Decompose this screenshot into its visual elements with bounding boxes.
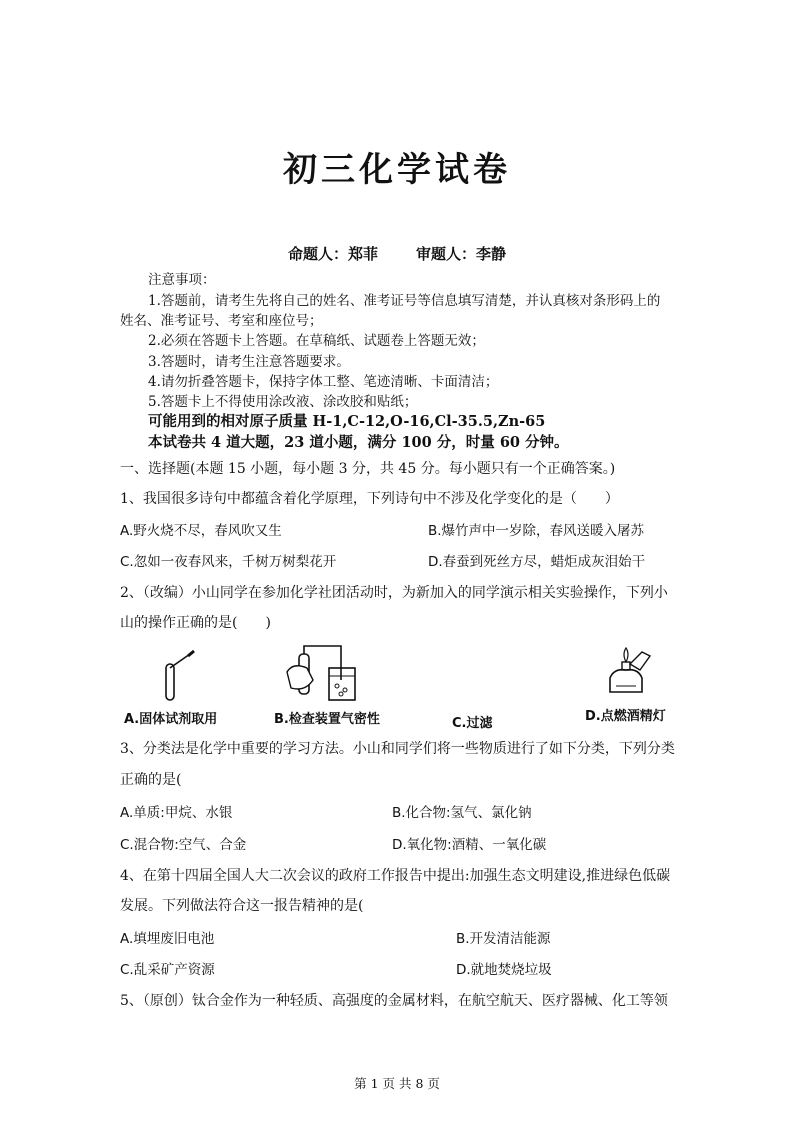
question-4-option-d: D.就地焚烧垃圾 <box>456 962 552 978</box>
question-2-option-c: C.过滤 <box>452 716 493 731</box>
question-1-option-c: C.忽如一夜春风来，千树万树梨花开 <box>120 554 337 570</box>
notice-item-5: 5.答题卡上不得使用涂改液、涂改胶和贴纸； <box>148 394 418 410</box>
notice-heading: 注意事项： <box>148 272 216 288</box>
question-1-option-a: A.野火烧不尽，春风吹又生 <box>120 523 282 539</box>
notice-item-4: 4.请勿折叠答题卡，保持字体工整、笔迹清晰、卡面清洁； <box>148 374 499 390</box>
question-1-option-d: D.春蚕到死丝方尽，蜡炬成灰泪始干 <box>428 554 646 570</box>
question-3-stem-line-2: 正确的是( <box>120 772 182 788</box>
question-2-option-d: D.点燃酒精灯 <box>585 709 666 724</box>
question-1-option-b: B.爆竹声中一岁除，春风送暖入屠苏 <box>428 523 645 539</box>
question-1-stem: 1、我国很多诗句中都蕴含着化学原理，下列诗句中不涉及化学变化的是（ ） <box>120 491 619 507</box>
setter-name: 命题人：郑菲 <box>287 245 378 263</box>
page-footer: 第 1 页 共 8 页 <box>354 1076 440 1091</box>
exam-structure: 本试卷共 4 道大题，23 道小题，满分 100 分，时量 60 分钟。 <box>148 434 569 451</box>
question-5-stem-line-1: 5、（原创）钛合金作为一种轻质、高强度的金属材料，在航空航天、医疗器械、化工等领 <box>120 993 668 1009</box>
airtightness-check-figure <box>283 640 363 706</box>
question-2-option-a: A.固体试剂取用 <box>124 712 218 727</box>
page-title: 初三化学试卷 <box>283 150 511 190</box>
question-4-stem-line-2: 发展。下列做法符合这一报告精神的是( <box>120 898 364 914</box>
notice-item-2: 2.必须在答题卡上答题。在草稿纸、试题卷上答题无效； <box>148 333 485 349</box>
question-4-option-a: A.填埋废旧电池 <box>120 931 215 947</box>
section-1-heading: 一、选择题(本题 15 小题，每小题 3 分，共 45 分。每小题只有一个正确答案。) <box>120 461 616 477</box>
test-tube-spatula-figure <box>152 648 202 704</box>
question-3-option-b: B.化合物:氢气、氯化钠 <box>392 805 532 821</box>
question-3-option-a: A.单质:甲烷、水银 <box>120 805 233 821</box>
question-3-stem-line-1: 3、分类法是化学中重要的学习方法。小山和同学们将一些物质进行了如下分类，下列分类 <box>120 741 675 757</box>
question-4-option-c: C.乱采矿产资源 <box>120 962 215 978</box>
reviewer-name: 审题人：李静 <box>416 245 507 263</box>
question-4-option-b: B.开发清洁能源 <box>456 931 551 947</box>
question-2-option-b: B.检查装置气密性 <box>274 712 380 727</box>
notice-item-1-line-1: 1.答题前，请考生先将自己的姓名、准考证号等信息填写清楚，并认真核对条形码上的 <box>148 293 661 309</box>
author-line <box>0 243 794 264</box>
question-3-option-c: C.混合物:空气、合金 <box>120 837 247 853</box>
question-2-stem-line-2: 山的操作正确的是( ) <box>120 615 271 631</box>
question-3-option-d: D.氧化物:酒精、一氧化碳 <box>392 837 547 853</box>
notice-item-1-line-2: 姓名、准考证号、考室和座位号； <box>120 313 323 329</box>
question-4-stem-line-1: 4、在第十四届全国人大二次会议的政府工作报告中提出:加强生态文明建设,推进绿色低碳 <box>120 868 671 884</box>
question-2-stem-line-1: 2、（改编）小山同学在参加化学社团活动时，为新加入的同学演示相关实验操作，下列小 <box>120 585 668 601</box>
notice-item-3: 3.答题时，请考生注意答题要求。 <box>148 354 350 370</box>
atomic-masses: 可能用到的相对原子质量 H-1,C-12,O-16,Cl-35.5,Zn-65 <box>148 413 546 430</box>
alcohol-lamp-figure <box>600 642 652 698</box>
